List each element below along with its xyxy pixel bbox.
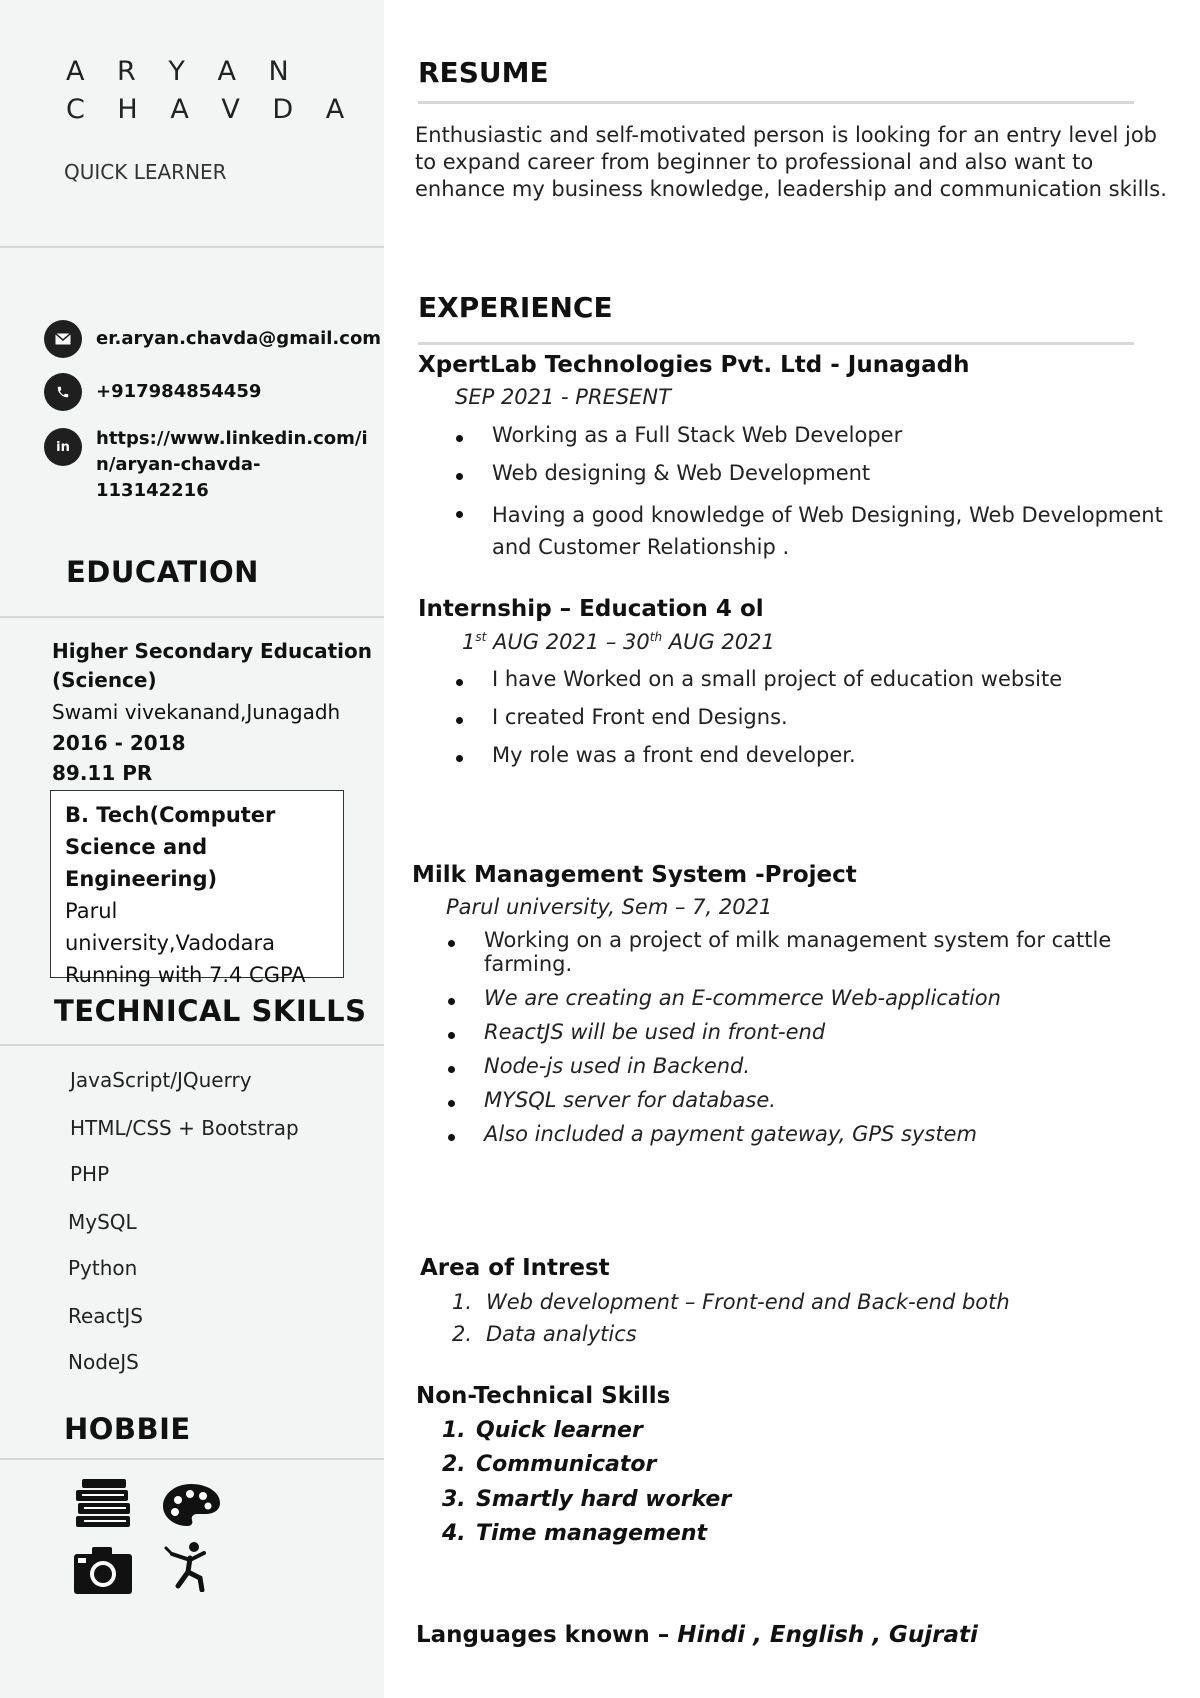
project-subtitle: Parul university, Sem – 7, 2021 <box>446 895 773 919</box>
hsc-school: Swami vivekanand,Junagadh <box>52 700 341 724</box>
internship-bullets <box>452 667 1172 767</box>
btech-title: B. Tech(Computer <box>65 803 276 827</box>
list-item: Node-js used in Backend. <box>444 1054 1184 1078</box>
first-name: A R Y A N <box>66 56 301 87</box>
linkedin-link[interactable] <box>96 426 368 504</box>
books-icon <box>72 1478 134 1530</box>
list-item <box>452 1290 1010 1314</box>
last-name: C H A V D A <box>66 94 357 125</box>
list-text: Communicator <box>476 1452 657 1477</box>
hsc-title-2: (Science) <box>52 668 157 692</box>
list-text: Data analytics <box>486 1322 637 1346</box>
hsc-score: 89.11 PR <box>52 761 153 785</box>
linkedin-url-line2: n/aryan-chavda-113142216 <box>96 454 261 501</box>
list-text: Quick learner <box>476 1418 643 1443</box>
date-part: AUG 2021 – 30 <box>486 630 650 654</box>
skill-item: NodeJS <box>68 1350 139 1374</box>
divider <box>418 342 1134 345</box>
list-item: Having a good knowledge of Web Designing, Web Development and Customer Relationship . <box>452 499 1172 563</box>
resume-heading: RESUME <box>418 56 549 89</box>
divider <box>0 616 384 618</box>
list-item <box>442 1521 707 1546</box>
list-item: MYSQL server for database. <box>444 1088 1184 1112</box>
list-item: I have Worked on a small project of education website <box>452 667 1172 691</box>
envelope-icon <box>44 320 82 358</box>
divider <box>418 101 1134 104</box>
languages-label: Languages known – <box>416 1622 678 1648</box>
project-bullets <box>444 928 1184 1146</box>
job-title: XpertLab Technologies Pvt. Ltd - Junagadh <box>418 352 970 378</box>
linkedin-url-line1: https://www.linkedin.com/i <box>96 428 368 449</box>
list-item <box>442 1418 643 1443</box>
list-text: Time management <box>476 1521 708 1546</box>
internship-date <box>462 630 775 654</box>
education-heading: EDUCATION <box>66 555 259 589</box>
list-item: Working as a Full Stack Web Developer <box>452 423 1172 447</box>
languages-line <box>416 1622 978 1648</box>
list-number: 1. <box>452 1290 473 1314</box>
date-part: AUG 2021 <box>662 630 775 654</box>
btech-box <box>50 790 344 987</box>
btech-score: Running with 7.4 CGPA <box>65 963 306 987</box>
list-item: Web designing & Web Development <box>452 461 1172 485</box>
skill-item: PHP <box>70 1162 110 1186</box>
btech-title-2: Science and Engineering) <box>65 835 218 891</box>
list-item: My role was a front end developer. <box>452 743 1172 767</box>
experience-heading: EXPERIENCE <box>418 291 613 324</box>
list-text: Web development – Front-end and Back-end both <box>486 1290 1010 1314</box>
list-item: We are creating an E-commerce Web-application <box>444 986 1184 1010</box>
list-number: 4. <box>442 1521 466 1546</box>
skill-item: MySQL <box>68 1210 137 1234</box>
languages-values: Hindi , English , Gujrati <box>677 1622 978 1648</box>
job-bullets <box>452 423 1172 563</box>
interest-heading: Area of Intrest <box>420 1255 610 1281</box>
skills-heading: TECHNICAL SKILLS <box>54 994 367 1028</box>
list-number: 3. <box>442 1487 466 1512</box>
list-item: Also included a payment gateway, GPS system <box>444 1122 1184 1146</box>
hsc-title: Higher Secondary Education <box>52 639 372 663</box>
hsc-years: 2016 - 2018 <box>52 731 186 755</box>
list-item <box>442 1452 656 1477</box>
divider <box>0 246 384 248</box>
email-link[interactable]: er.aryan.chavda@gmail.com <box>96 328 382 349</box>
list-item: I created Front end Designs. <box>452 705 1172 729</box>
objective-text: Enthusiastic and self-motivated person is looking for an entry level job to expand career from beginner to professional and also want to enhance my business knowledge, leadership and communication skills. <box>415 123 1167 201</box>
list-item <box>452 1322 637 1346</box>
btech-school: Parul university,Vadodara <box>65 899 276 955</box>
list-text: Smartly hard worker <box>476 1487 732 1512</box>
date-suffix: th <box>649 630 663 644</box>
hobbies-heading: HOBBIE <box>64 1412 191 1446</box>
skill-item: Python <box>68 1256 138 1280</box>
phone-link[interactable]: +917984854459 <box>96 381 262 402</box>
date-part: 1 <box>462 630 476 654</box>
list-number: 2. <box>442 1452 466 1477</box>
job-date: SEP 2021 - PRESENT <box>455 385 671 409</box>
list-number: 2. <box>452 1322 473 1346</box>
internship-title: Internship – Education 4 ol <box>418 596 764 622</box>
divider <box>0 1458 384 1460</box>
phone-icon <box>44 373 82 411</box>
divider <box>0 1044 384 1046</box>
skill-item: HTML/CSS + Bootstrap <box>70 1116 299 1140</box>
list-item <box>442 1487 731 1512</box>
tagline: QUICK LEARNER <box>64 160 227 184</box>
dancer-icon <box>158 1540 220 1592</box>
camera-icon <box>72 1544 134 1596</box>
linkedin-icon: in <box>44 428 82 466</box>
list-item: Working on a project of milk management system for cattle farming. <box>444 928 1184 976</box>
nontech-heading: Non-Technical Skills <box>416 1383 671 1409</box>
date-suffix: st <box>475 630 487 644</box>
skill-item: JavaScript/JQuerry <box>70 1068 252 1092</box>
list-number: 1. <box>442 1418 466 1443</box>
sidebar <box>0 0 384 1698</box>
skill-item: ReactJS <box>68 1304 143 1328</box>
list-item: ReactJS will be used in front-end <box>444 1020 1184 1044</box>
project-title: Milk Management System -Project <box>412 862 857 888</box>
palette-icon <box>160 1478 222 1530</box>
